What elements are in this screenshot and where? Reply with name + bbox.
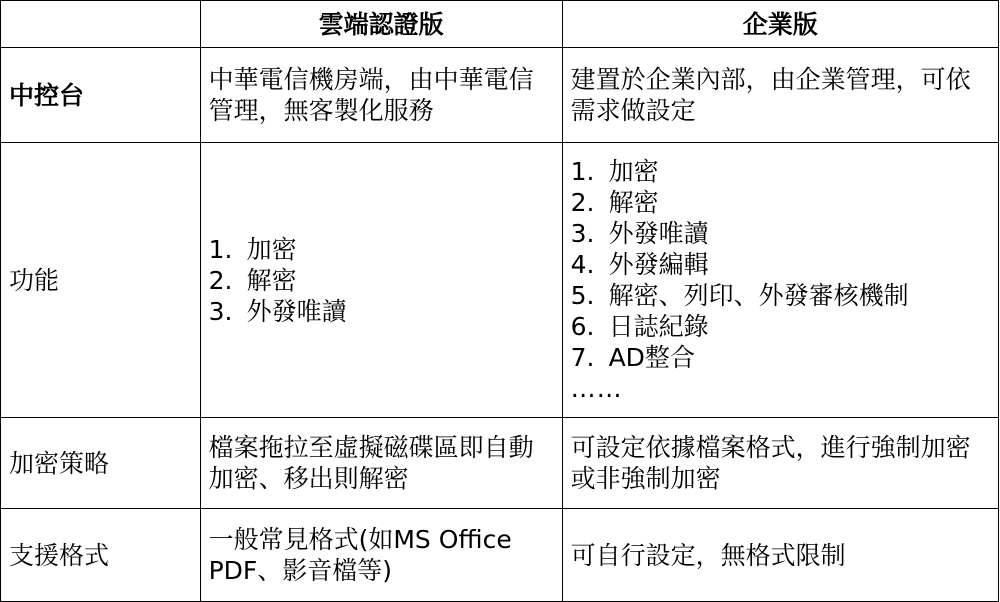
header-cell-empty	[1, 1, 201, 48]
enterprise-feature-list	[571, 156, 990, 404]
list-item: 7. AD整合	[570, 343, 695, 372]
list-item: 2. 解密	[570, 188, 659, 217]
list-item: 5. 解密、列印、外發審核機制	[570, 281, 909, 310]
cell-enterprise-encryption-policy: 可設定依據檔案格式，進行強制加密或非強制加密	[562, 418, 998, 509]
list-item: 6. 日誌紀錄	[570, 312, 709, 341]
table-row	[1, 418, 999, 509]
cell-cloud-encryption-policy: 檔案拖拉至虛擬磁碟區即自動加密、移出則解密	[200, 418, 562, 509]
header-cell-cloud-edition: 雲端認證版	[200, 1, 562, 48]
table-row	[1, 143, 999, 418]
cell-cloud-supported-formats: 一般常見格式(如MS Office PDF、影音檔等)	[200, 509, 562, 602]
header-row	[1, 1, 999, 48]
list-item: 3. 外發唯讀	[570, 219, 709, 248]
row-label-supported-formats: 支援格式	[1, 509, 201, 602]
header-cell-enterprise-edition: 企業版	[562, 1, 998, 48]
list-item: 4. 外發編輯	[570, 250, 709, 279]
cell-enterprise-features	[562, 143, 998, 418]
list-item: 1. 加密	[208, 234, 297, 264]
cell-enterprise-supported-formats: 可自行設定，無格式限制	[562, 509, 998, 602]
row-label-console: 中控台	[1, 48, 201, 143]
list-item: 3. 外發唯讀	[208, 296, 347, 326]
table-row	[1, 509, 999, 602]
list-item: 1. 加密	[570, 157, 659, 186]
row-label-encryption-policy: 加密策略	[1, 418, 201, 509]
list-item: 2. 解密	[208, 265, 297, 295]
cell-cloud-console: 中華電信機房端，由中華電信管理，無客製化服務	[200, 48, 562, 143]
row-label-features: 功能	[1, 143, 201, 418]
cell-cloud-features	[200, 143, 562, 418]
list-ellipsis: ……	[570, 374, 623, 403]
cloud-feature-list	[209, 234, 554, 327]
cell-enterprise-console: 建置於企業內部，由企業管理，可依需求做設定	[562, 48, 998, 143]
table-row	[1, 48, 999, 143]
